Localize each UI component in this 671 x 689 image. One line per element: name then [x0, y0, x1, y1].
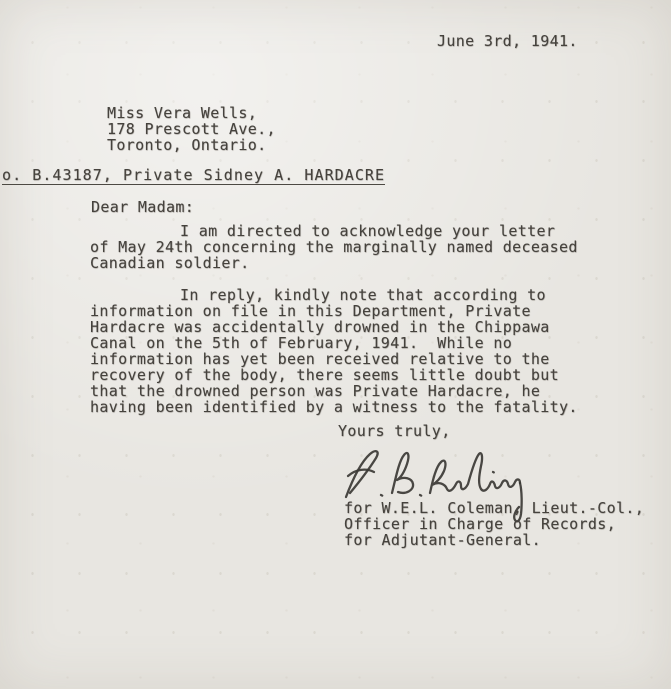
signatory-title-line: Officer in Charge of Records, — [344, 515, 617, 533]
paragraph-line: having been identified by a witness to the fatality. — [90, 398, 578, 416]
closing — [338, 423, 451, 439]
paragraph-line: I am directed to acknowledge your letter — [180, 222, 556, 240]
salutation-text: Dear Madam: — [91, 198, 195, 216]
recipient-name: Miss Vera Wells, — [107, 104, 258, 122]
paragraph-line: recovery of the body, there seems little doubt but — [90, 366, 560, 384]
salutation — [91, 199, 194, 215]
signature-block — [344, 500, 644, 548]
paragraph-line: In reply, kindly note that according to — [180, 286, 546, 304]
signatory-line: for W.E.L. Coleman, Lieut.-Col., — [344, 499, 645, 517]
paragraph-line: Canadian soldier. — [90, 254, 250, 272]
paragraph-line: Hardacre was accidentally drowned in the Chippawa — [90, 318, 550, 336]
recipient-street: 178 Prescott Ave., — [107, 120, 276, 138]
closing-text: Yours truly, — [338, 422, 451, 440]
paragraph-line: Canal on the 5th of February, 1941. While no — [90, 334, 513, 352]
paragraph-1 — [90, 223, 578, 271]
paragraph-2 — [90, 287, 578, 415]
date-text: June 3rd, 1941. — [437, 32, 578, 50]
recipient-address — [107, 105, 276, 153]
paragraph-line: of May 24th concerning the marginally named deceased — [90, 238, 578, 256]
recipient-city: Toronto, Ontario. — [107, 136, 267, 154]
paragraph-line: information on file in this Department, Private — [90, 302, 531, 320]
paragraph-line: information has yet been received relative to the — [90, 350, 550, 368]
paragraph-line: that the drowned person was Private Hardacre, he — [90, 382, 541, 400]
signatory-role-line: for Adjutant-General. — [344, 531, 541, 549]
reference-line — [2, 167, 385, 185]
date-line — [437, 33, 578, 49]
reference-text: o. B.43187, Private Sidney A. HARDACRE — [2, 166, 386, 184]
